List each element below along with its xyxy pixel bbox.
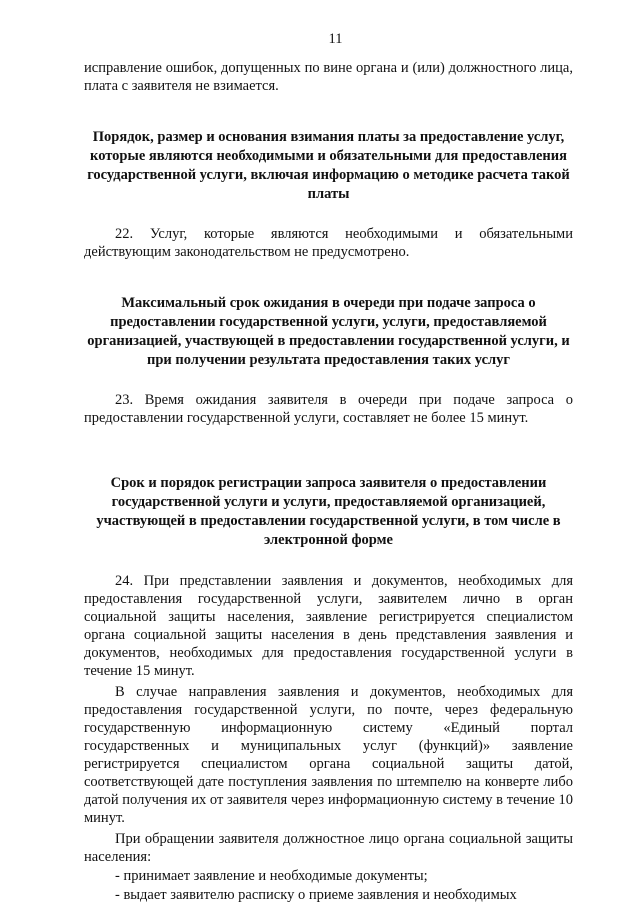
paragraph-24-mail: В случае направления заявления и документов, необходимых для предоставления государственной услуги, по почте, через федеральную государственную информационную систему «Единый портал государственных и муниципальных услуг (функций)» заявление регистрируется специалистом органа социальной защиты датой, соответствующей дате поступления заявления по штемпелю на конверте либо датой получения их от заявителя через информационную систему в течение 10 минут. [84,684,573,826]
paragraph-23: 23. Время ожидания заявителя в очереди при подаче запроса о предоставлении государственной услуги, составляет не более 15 минут. [84,392,573,426]
section-heading-queue-wait: Максимальный срок ожидания в очереди при подаче запроса о предоставлении государственной услуги, услуги, предоставляемой организацией, участвующей в предоставлении государственной услуги, и при получении результата предоставления таких услуг [87,295,570,368]
paragraph-intro: исправление ошибок, допущенных по вине органа и (или) должностного лица, плата с заявителя не взимается. [84,60,573,94]
section-heading-payment: Порядок, размер и основания взимания платы за предоставление услуг, которые являются необходимыми и обязательными для предоставления государственной услуги, включая информацию о методике расчета такой платы [87,129,570,202]
paragraph-22: 22. Услуг, которые являются необходимыми и обязательными действующим законодательством не предусмотрено. [84,226,573,260]
list-item: - выдает заявителю расписку о приеме заявления и необходимых [115,887,517,903]
paragraph-24: 24. При представлении заявления и документов, необходимых для предоставления государственной услуги, заявителем лично в орган социальной защиты населения, заявление регистрируется специалистом органа социальной защиты населения в день представления заявления и документов, необходимых для предоставления государственной услуги в течение 15 минут. [84,573,573,679]
paragraph-24-official: При обращении заявителя должностное лицо органа социальной защиты населения: [84,831,573,865]
list-item: - принимает заявление и необходимые документы; [115,868,428,884]
document-page [84,30,573,905]
section-heading-registration: Срок и порядок регистрации запроса заявителя о предоставлении государственной услуги и услуги, предоставляемой организацией, участвующей в предоставлении государственной услуги, в том числе в электронной форме [96,475,561,548]
page-number: 11 [328,31,343,47]
